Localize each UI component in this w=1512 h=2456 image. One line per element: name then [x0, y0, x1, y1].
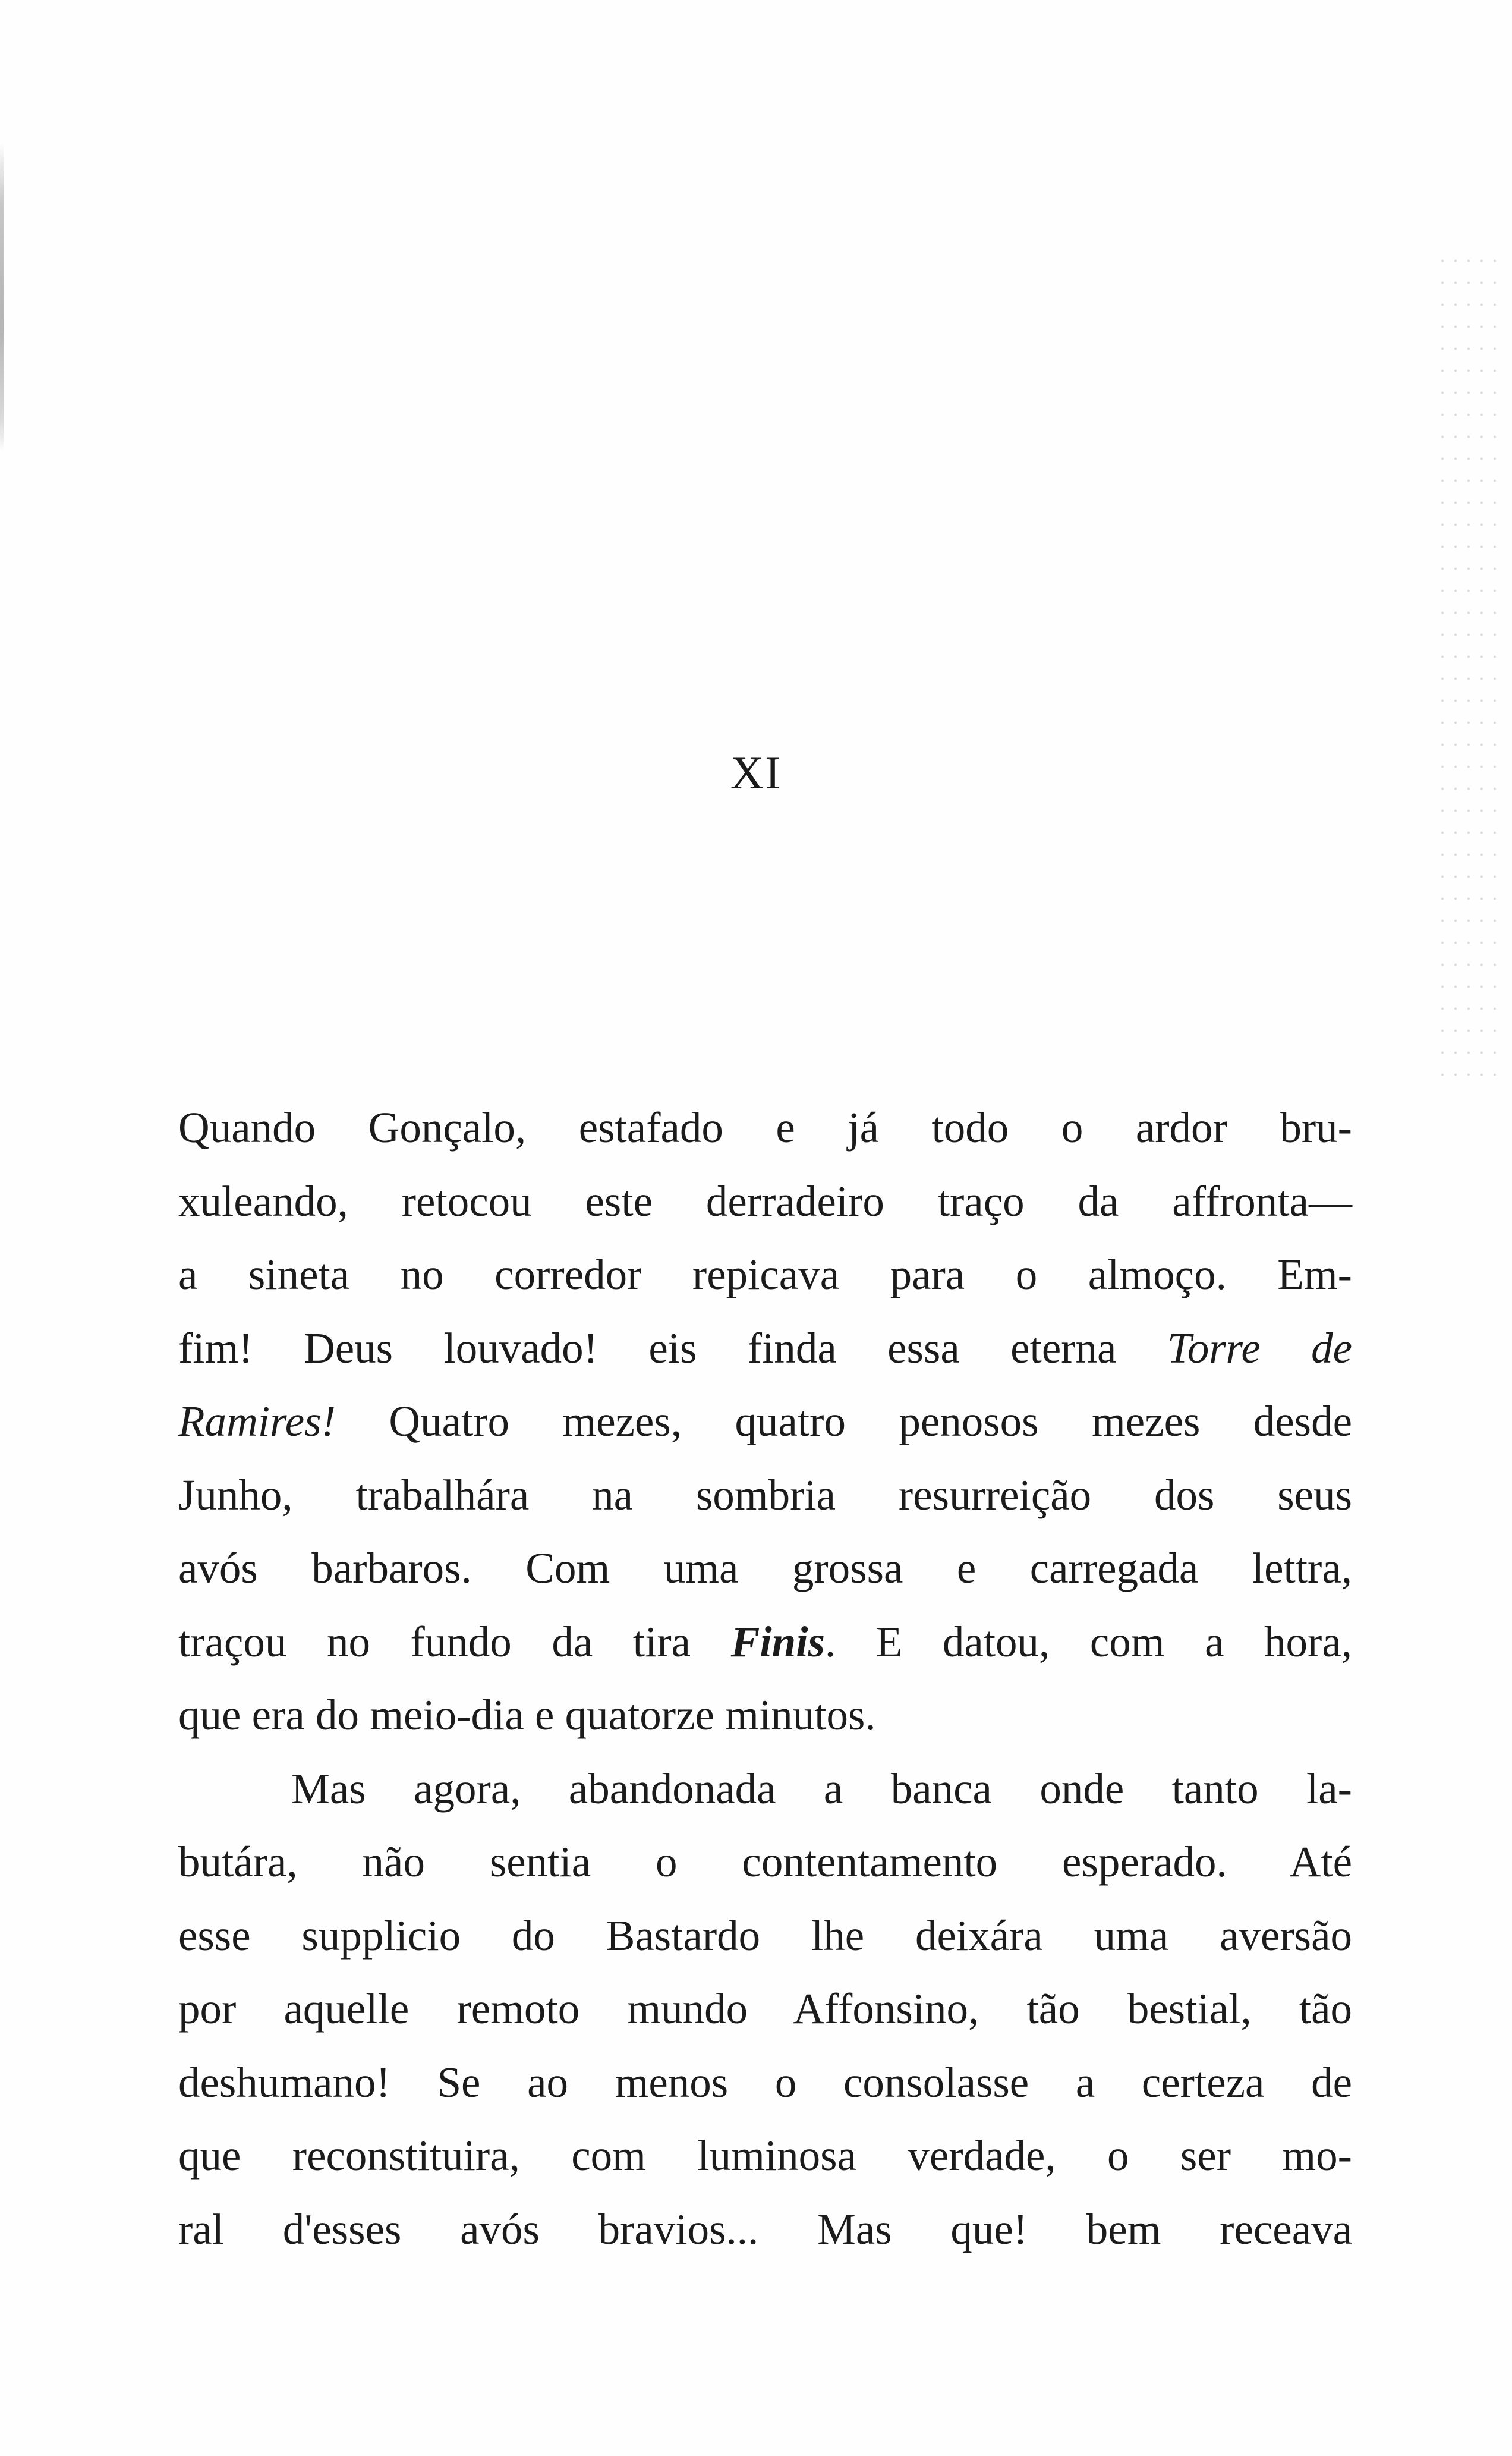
page-speckle-noise — [1436, 250, 1501, 1094]
text-line: a sineta no corredor repicava para o almoço. Em- — [178, 1250, 1352, 1298]
text-line: que reconstituira, com luminosa verdade, o ser mo- — [178, 2131, 1352, 2180]
book-title-italic: Torre de — [1167, 1323, 1352, 1372]
text-line: avós barbaros. Com uma grossa e carregada lettra, — [178, 1544, 1352, 1592]
text-run: Quatro mezes, quatro penosos mezes desde — [335, 1397, 1352, 1445]
text-run: . E datou, com a hora, — [824, 1617, 1352, 1666]
finis-word: Finis — [730, 1617, 825, 1666]
text-line: Quando Gonçalo, estafado e já todo o ardor bru- — [178, 1103, 1352, 1152]
text-run: fim! Deus louvado! eis finda essa eterna — [178, 1323, 1167, 1372]
text-line: esse supplicio do Bastardo lhe deixára uma aversão — [178, 1911, 1352, 1960]
text-line: xuleando, retocou este derradeiro traço da affronta— — [178, 1177, 1352, 1225]
body-text — [178, 1091, 1352, 2266]
text-line: Junho, trabalhára na sombria resurreição dos seus — [178, 1470, 1352, 1519]
text-line: ral d'esses avós bravios... Mas que! bem receava — [178, 2205, 1352, 2253]
binding-edge-shadow — [0, 143, 4, 452]
text-line — [178, 1312, 1352, 1385]
book-title-italic: Ramires! — [178, 1397, 336, 1445]
text-line: deshumano! Se ao menos o consolasse a certeza de — [178, 2058, 1352, 2106]
text-line: por aquelle remoto mundo Affonsino, tão bestial, tão — [178, 1985, 1352, 2033]
text-line: Mas agora, abandonada a banca onde tanto la- — [291, 1764, 1352, 1813]
text-line — [178, 1385, 1352, 1458]
chapter-heading: XI — [730, 747, 782, 798]
text-run: traçou no fundo da tira — [178, 1617, 731, 1666]
text-line: butára, não sentia o contentamento esperado. Até — [178, 1838, 1352, 1886]
text-line — [178, 1605, 1352, 1679]
text-line: que era do meio-dia e quatorze minutos. — [178, 1691, 876, 1739]
